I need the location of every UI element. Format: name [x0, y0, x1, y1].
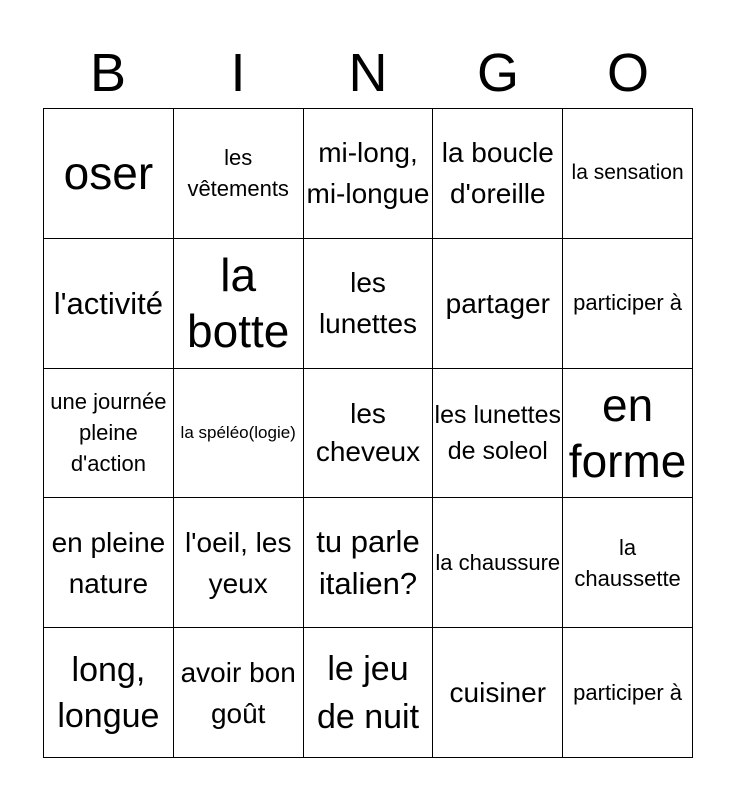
cell-text: tu parle italien?: [316, 523, 420, 601]
cell-text: en forme: [568, 378, 687, 487]
bingo-cell[interactable]: [44, 628, 174, 758]
cell-text: une journée pleine d'action: [50, 389, 167, 477]
cell-text: participer à: [573, 679, 683, 705]
bingo-cell[interactable]: [174, 109, 304, 239]
header-letter-i: I: [230, 43, 246, 103]
cell-text: participer à: [573, 290, 683, 316]
bingo-cell[interactable]: [433, 498, 563, 628]
bingo-cell[interactable]: [433, 369, 563, 499]
bingo-cell[interactable]: [433, 628, 563, 758]
bingo-cell[interactable]: [563, 239, 693, 369]
cell-text: mi-long, mi-longue: [306, 137, 430, 210]
bingo-cell[interactable]: [563, 109, 693, 239]
cell-text: les lunettes: [318, 267, 418, 340]
cell-text: l'activité: [53, 285, 164, 321]
cell-text: les cheveux: [315, 397, 421, 467]
bingo-cell[interactable]: [44, 109, 174, 239]
cell-text: l'oeil, les yeux: [184, 526, 292, 599]
cell-text: la sensation: [571, 161, 684, 185]
bingo-cell[interactable]: [433, 239, 563, 369]
bingo-cell[interactable]: [563, 628, 693, 758]
cell-text: les vêtements: [187, 145, 289, 202]
cell-text: en pleine nature: [51, 526, 166, 599]
header-letter-n: N: [348, 43, 388, 103]
cell-text: partager: [445, 287, 550, 319]
cell-text: long, longue: [57, 650, 160, 735]
header-letter-o: O: [606, 43, 649, 103]
cell-text: oser: [63, 147, 154, 200]
bingo-header: [43, 38, 693, 108]
bingo-cell[interactable]: [174, 628, 304, 758]
bingo-cell[interactable]: [44, 369, 174, 499]
bingo-cell[interactable]: [44, 498, 174, 628]
cell-text: la chaussette: [574, 534, 681, 591]
bingo-cell[interactable]: [563, 498, 693, 628]
bingo-cell[interactable]: [304, 498, 434, 628]
cell-text: avoir bon goût: [180, 656, 296, 729]
cell-text: la boucle d'oreille: [441, 137, 554, 210]
bingo-cell[interactable]: [433, 109, 563, 239]
header-letter-g: G: [476, 43, 519, 103]
cell-text: la botte: [187, 249, 290, 358]
bingo-cell[interactable]: [304, 628, 434, 758]
cell-text: la spéléo(logie): [180, 422, 296, 442]
cell-text: cuisiner: [449, 677, 547, 709]
bingo-cell[interactable]: [174, 498, 304, 628]
cell-text: le jeu de nuit: [316, 649, 420, 736]
bingo-cell[interactable]: [304, 369, 434, 499]
bingo-cell[interactable]: [174, 369, 304, 499]
cell-text: la chaussure: [435, 550, 561, 576]
bingo-cell[interactable]: [304, 109, 434, 239]
bingo-cell[interactable]: [563, 369, 693, 499]
header-letter-b: B: [89, 43, 127, 103]
bingo-cell[interactable]: [174, 239, 304, 369]
bingo-grid: [43, 108, 693, 758]
bingo-cell[interactable]: [44, 239, 174, 369]
cell-text: les lunettes de soleol: [434, 400, 562, 465]
bingo-cell[interactable]: [304, 239, 434, 369]
